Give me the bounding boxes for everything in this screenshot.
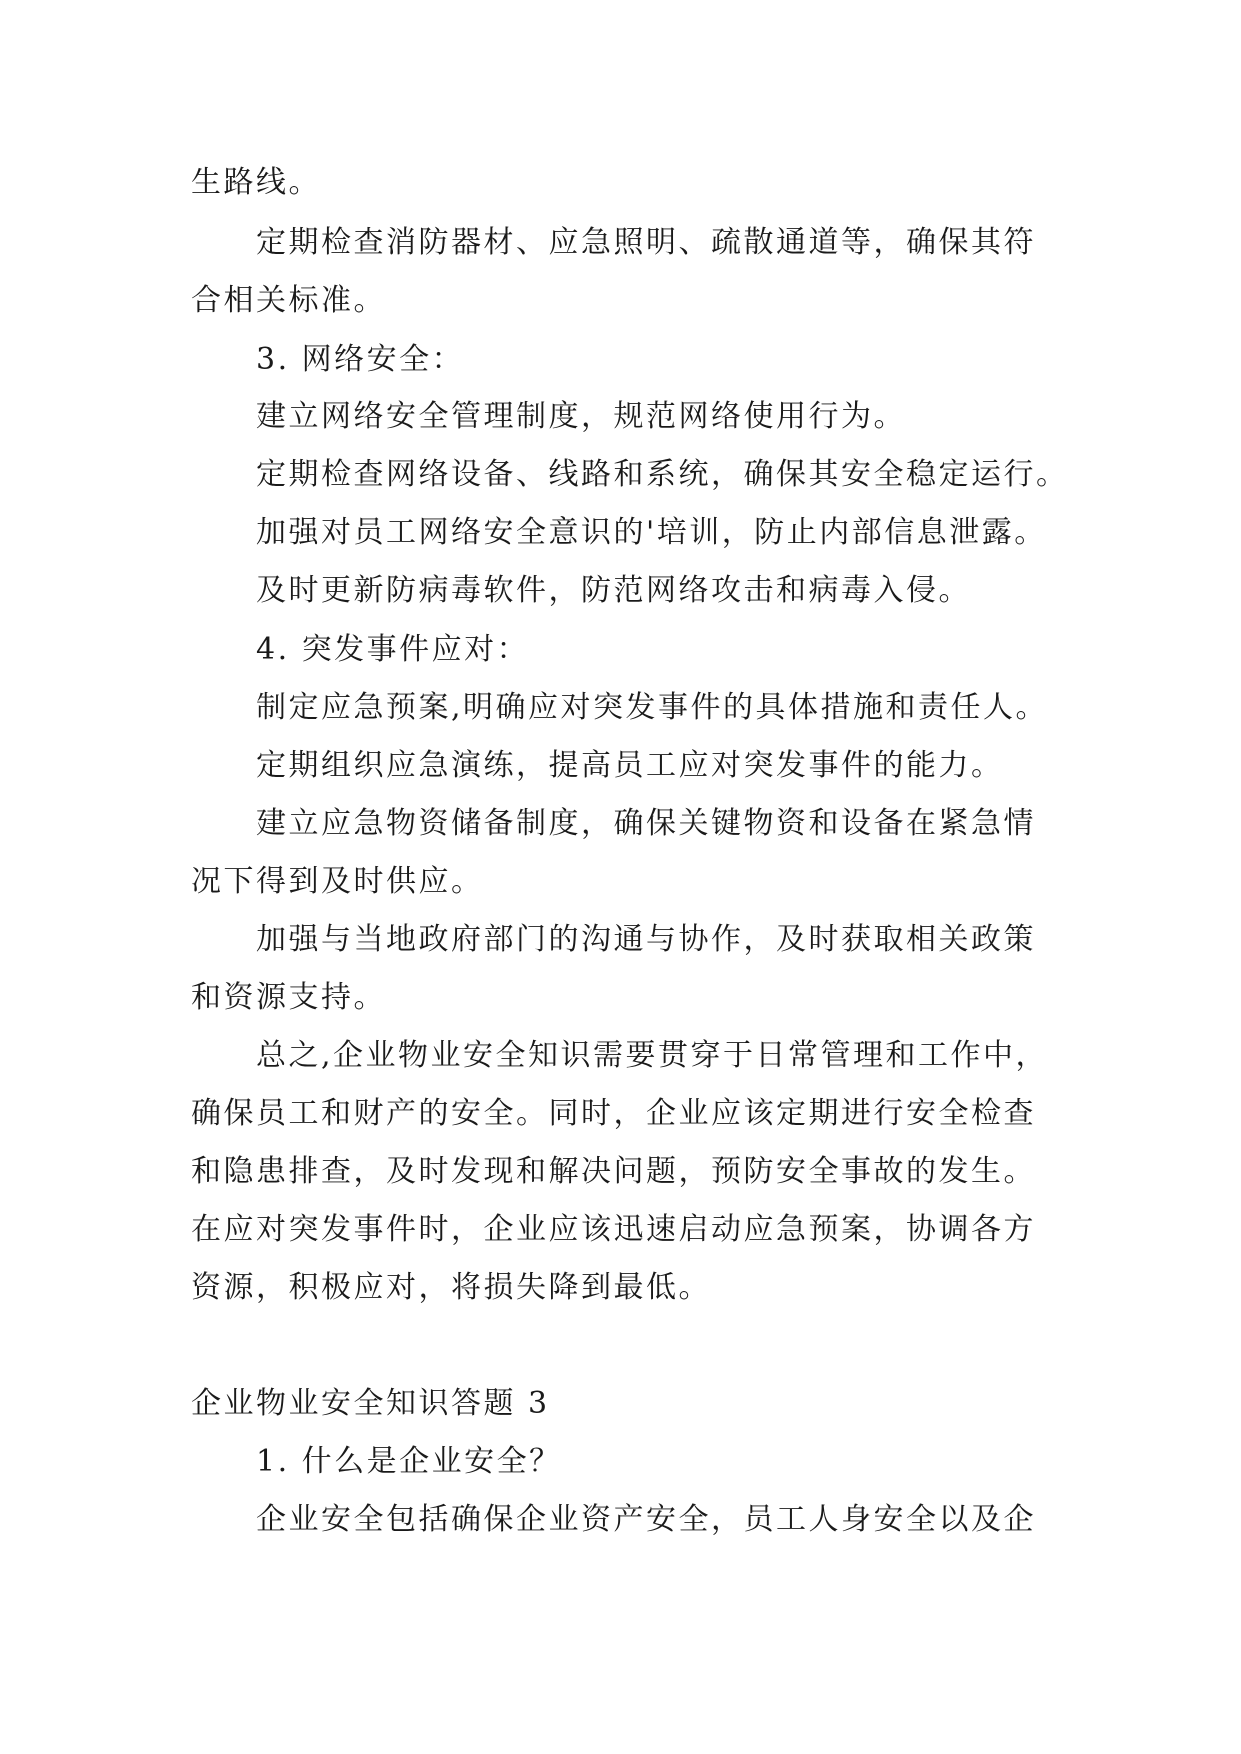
text-line: 定期检查网络设备、线路和系统，确保其安全稳定运行。 (256, 457, 1069, 492)
text-line: 合相关标准。 (191, 283, 386, 318)
text-line: 定期组织应急演练，提高员工应对突发事件的能力。 (256, 748, 1004, 783)
text-line: 制定应急预案,明确应对突发事件的具体措施和责任人。 (256, 690, 1049, 725)
text-line: 及时更新防病毒软件，防范网络攻击和病毒入侵。 (256, 573, 971, 608)
text-line: 3. 网络安全： (256, 342, 465, 377)
text-line: 建立网络安全管理制度，规范网络使用行为。 (256, 399, 906, 434)
question-title: 1. 什么是企业安全？ (256, 1444, 562, 1479)
text-line: 加强对员工网络安全意识的'培训，防止内部信息泄露。 (256, 515, 1047, 550)
text-line: 和资源支持。 (191, 980, 386, 1015)
section-heading: 企业物业安全知识答题 3 (191, 1386, 550, 1421)
text-line: 生路线。 (191, 165, 321, 200)
text-line: 和隐患排查，及时发现和解决问题，预防安全事故的发生。 (191, 1154, 1036, 1189)
text-line: 总之,企业物业安全知识需要贯穿于日常管理和工作中， (256, 1038, 1049, 1073)
text-line: 4. 突发事件应对： (256, 632, 530, 667)
text-line: 定期检查消防器材、应急照明、疏散通道等，确保其符 (256, 225, 1036, 260)
text-line: 确保员工和财产的安全。同时，企业应该定期进行安全检查 (191, 1096, 1036, 1131)
text-line: 企业安全包括确保企业资产安全，员工人身安全以及企 (256, 1502, 1036, 1537)
text-line: 在应对突发事件时，企业应该迅速启动应急预案，协调各方 (191, 1212, 1036, 1247)
text-line: 建立应急物资储备制度，确保关键物资和设备在紧急情 (256, 806, 1036, 841)
text-line: 况下得到及时供应。 (191, 864, 484, 899)
text-line: 加强与当地政府部门的沟通与协作，及时获取相关政策 (256, 922, 1036, 957)
text-line: 资源，积极应对，将损失降到最低。 (191, 1270, 711, 1305)
